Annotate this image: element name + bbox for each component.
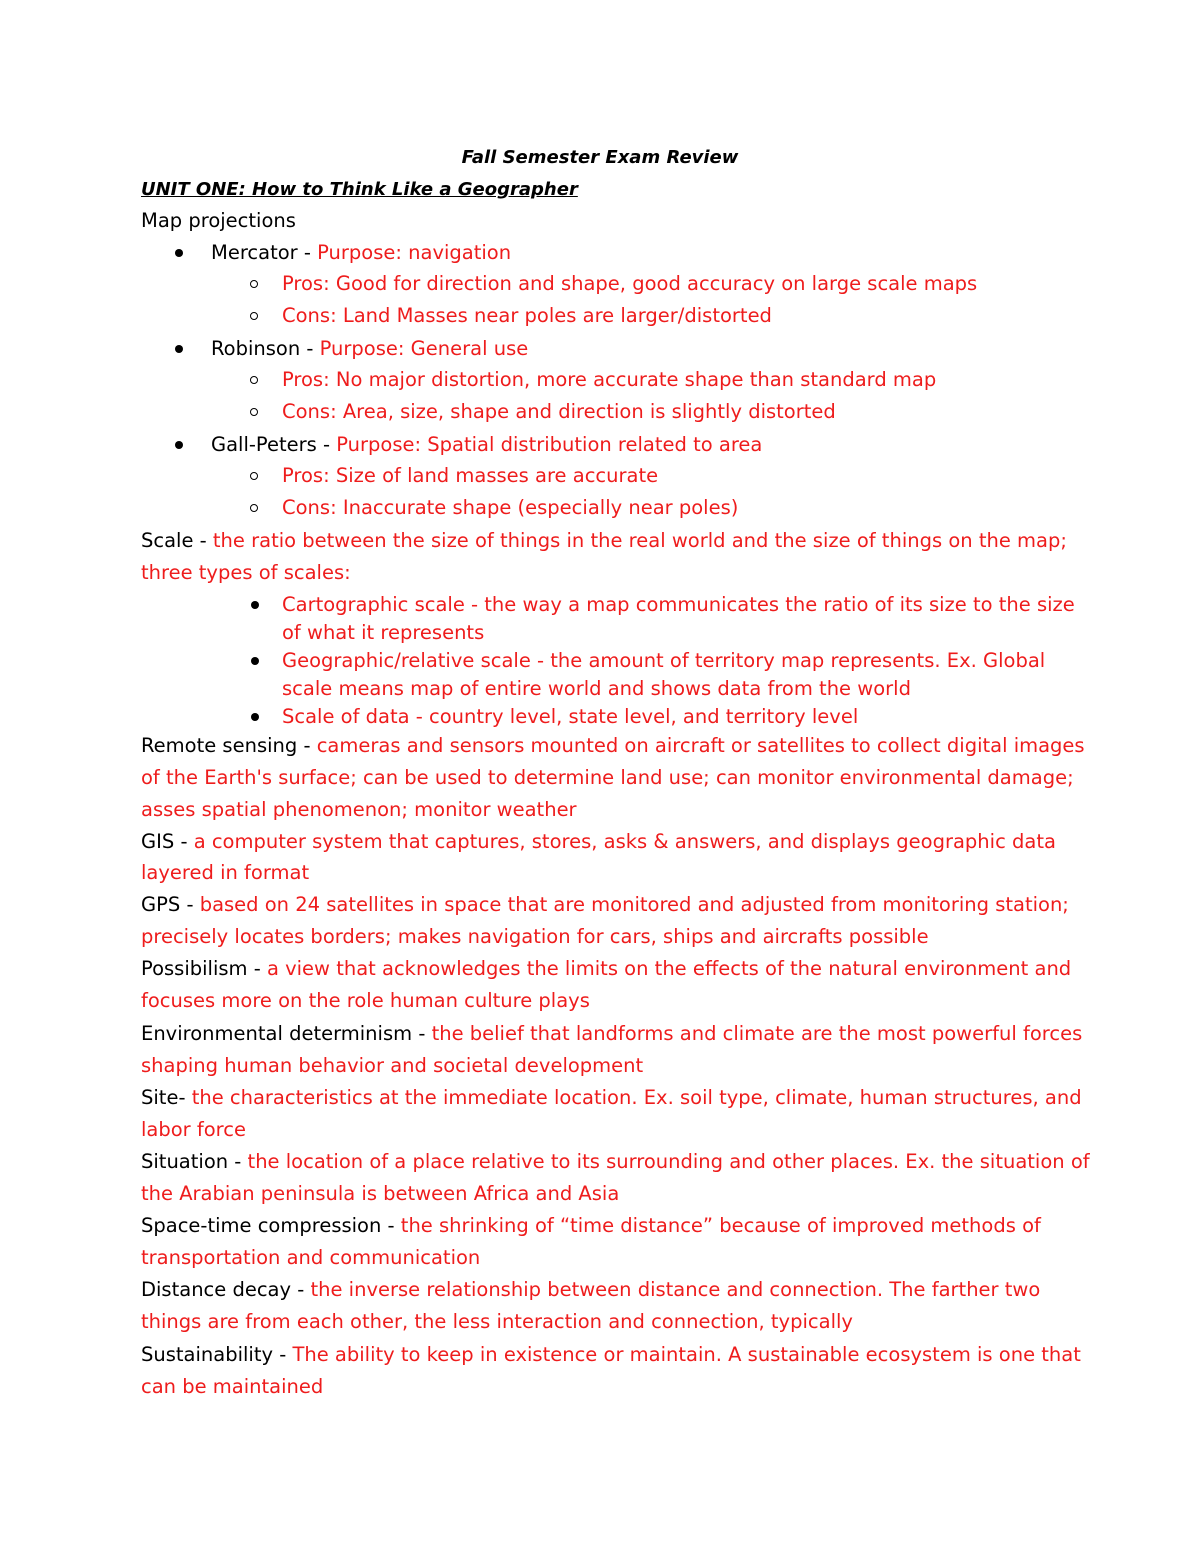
gall-item bbox=[211, 431, 762, 459]
decay-entry bbox=[141, 1276, 1040, 1304]
cartographic-scale-2: of what it represents bbox=[282, 621, 485, 644]
decay-def-1: the inverse relationship between distance and connection. The farther two bbox=[310, 1278, 1041, 1301]
circle-bullet-icon bbox=[250, 312, 258, 320]
circle-bullet-icon bbox=[250, 408, 258, 416]
decay-term: Distance decay - bbox=[141, 1278, 311, 1301]
sustain-def-2: can be maintained bbox=[141, 1375, 324, 1398]
bullet-icon bbox=[175, 249, 183, 257]
scale-term: Scale - bbox=[141, 529, 213, 552]
site-term: Site- bbox=[141, 1086, 192, 1109]
circle-bullet-icon bbox=[250, 280, 258, 288]
geographic-scale-2: scale means map of entire world and shows data from the world bbox=[282, 677, 911, 700]
scale-of-data: Scale of data - country level, state level, and territory level bbox=[282, 705, 859, 728]
gps-term: GPS - bbox=[141, 893, 200, 916]
robinson-purpose: Purpose: General use bbox=[319, 337, 529, 360]
sustain-def-1: The ability to keep in existence or maintain. A sustainable ecosystem is one that bbox=[292, 1343, 1081, 1366]
gis-def-2: layered in format bbox=[141, 861, 310, 884]
geographic-scale-1: Geographic/relative scale - the amount of territory map represents. Ex. Global bbox=[282, 649, 1046, 672]
envdet-entry bbox=[141, 1020, 1082, 1048]
envdet-def-2: shaping human behavior and societal development bbox=[141, 1054, 644, 1077]
scale-entry bbox=[141, 527, 1067, 555]
gall-pros: Pros: Size of land masses are accurate bbox=[282, 464, 659, 487]
situation-term: Situation - bbox=[141, 1150, 248, 1173]
mercator-item bbox=[211, 239, 511, 267]
stc-term: Space-time compression - bbox=[141, 1214, 401, 1237]
scale-def-2: three types of scales: bbox=[141, 561, 351, 584]
bullet-icon bbox=[251, 601, 259, 609]
gis-entry bbox=[141, 828, 1056, 856]
gps-def-2: precisely locates borders; makes navigation for cars, ships and aircrafts possible bbox=[141, 925, 929, 948]
robinson-term: Robinson - bbox=[211, 337, 320, 360]
bullet-icon bbox=[175, 345, 183, 353]
remote-sensing-entry bbox=[141, 732, 1085, 760]
robinson-pros: Pros: No major distortion, more accurate shape than standard map bbox=[282, 368, 937, 391]
circle-bullet-icon bbox=[250, 376, 258, 384]
bullet-icon bbox=[251, 657, 259, 665]
unit-heading: UNIT ONE: How to Think Like a Geographer bbox=[141, 179, 578, 200]
map-projections-label: Map projections bbox=[141, 209, 296, 232]
possibilism-def-2: focuses more on the role human culture plays bbox=[141, 989, 590, 1012]
document-title: Fall Semester Exam Review bbox=[461, 147, 739, 168]
gis-term: GIS - bbox=[141, 830, 194, 853]
sustain-term: Sustainability - bbox=[141, 1343, 293, 1366]
remote-sensing-def-1: cameras and sensors mounted on aircraft or satellites to collect digital images bbox=[316, 734, 1085, 757]
bullet-icon bbox=[175, 441, 183, 449]
stc-entry bbox=[141, 1212, 1041, 1240]
gis-def-1: a computer system that captures, stores, asks & answers, and displays geographic data bbox=[193, 830, 1056, 853]
gall-purpose: Purpose: Spatial distribution related to area bbox=[336, 433, 763, 456]
mercator-cons: Cons: Land Masses near poles are larger/distorted bbox=[282, 304, 772, 327]
site-def-1: the characteristics at the immediate location. Ex. soil type, climate, human structures, and bbox=[191, 1086, 1082, 1109]
mercator-pros: Pros: Good for direction and shape, good accuracy on large scale maps bbox=[282, 272, 978, 295]
possibilism-entry bbox=[141, 955, 1071, 983]
envdet-def-1: the belief that landforms and climate are the most powerful forces bbox=[431, 1022, 1083, 1045]
gall-cons: Cons: Inaccurate shape (especially near poles) bbox=[282, 496, 739, 519]
mercator-purpose: Purpose: navigation bbox=[317, 241, 512, 264]
robinson-item bbox=[211, 335, 528, 363]
remote-sensing-term: Remote sensing - bbox=[141, 734, 317, 757]
situation-def-2: the Arabian peninsula is between Africa and Asia bbox=[141, 1182, 620, 1205]
stc-def-1: the shrinking of “time distance” because of improved methods of bbox=[400, 1214, 1041, 1237]
gps-entry bbox=[141, 891, 1069, 919]
bullet-icon bbox=[251, 713, 259, 721]
remote-sensing-def-3: asses spatial phenomenon; monitor weather bbox=[141, 798, 577, 821]
decay-def-2: things are from each other, the less interaction and connection, typically bbox=[141, 1310, 853, 1333]
scale-def-1: the ratio between the size of things in the real world and the size of things on the map; bbox=[212, 529, 1067, 552]
situation-def-1: the location of a place relative to its surrounding and other places. Ex. the situation of bbox=[247, 1150, 1090, 1173]
circle-bullet-icon bbox=[250, 472, 258, 480]
cartographic-scale-1: Cartographic scale - the way a map communicates the ratio of its size to the size bbox=[282, 593, 1075, 616]
circle-bullet-icon bbox=[250, 504, 258, 512]
site-entry bbox=[141, 1084, 1082, 1112]
remote-sensing-def-2: of the Earth's surface; can be used to determine land use; can monitor environmental damage; bbox=[141, 766, 1074, 789]
gps-def-1: based on 24 satellites in space that are monitored and adjusted from monitoring station; bbox=[199, 893, 1069, 916]
envdet-term: Environmental determinism - bbox=[141, 1022, 432, 1045]
gall-term: Gall-Peters - bbox=[211, 433, 337, 456]
sustain-entry bbox=[141, 1341, 1081, 1369]
possibilism-term: Possibilism - bbox=[141, 957, 267, 980]
site-def-2: labor force bbox=[141, 1118, 246, 1141]
possibilism-def-1: a view that acknowledges the limits on the effects of the natural environment and bbox=[266, 957, 1072, 980]
stc-def-2: transportation and communication bbox=[141, 1246, 481, 1269]
mercator-term: Mercator - bbox=[211, 241, 318, 264]
robinson-cons: Cons: Area, size, shape and direction is slightly distorted bbox=[282, 400, 836, 423]
situation-entry bbox=[141, 1148, 1090, 1176]
